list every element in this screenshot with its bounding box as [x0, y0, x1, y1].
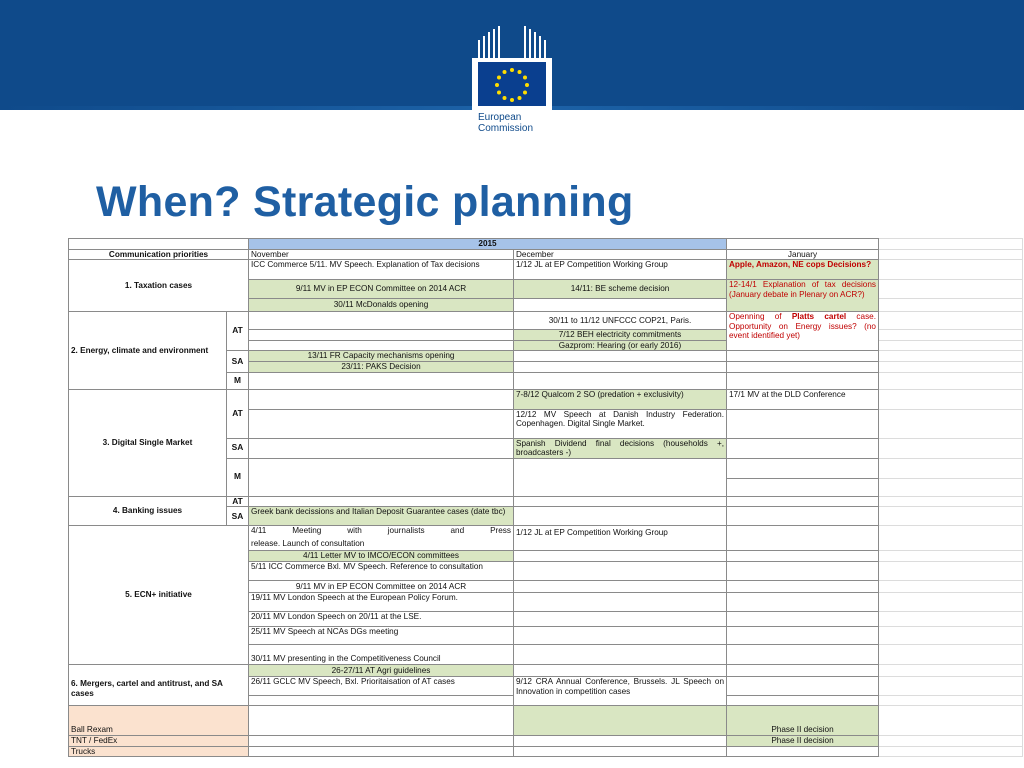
blank-cell — [727, 507, 879, 526]
blank-cell — [727, 478, 879, 496]
planning-table — [68, 238, 1023, 757]
blank-cell — [879, 409, 1023, 438]
blank-cell — [879, 361, 1023, 372]
blank-cell — [727, 746, 879, 757]
blank-cell — [879, 312, 1023, 330]
ecn-nov-5: 19/11 MV London Speech at the European Policy Forum. — [249, 592, 514, 611]
blank-cell — [727, 611, 879, 626]
sub-at: AT — [227, 312, 249, 351]
blank-cell — [249, 330, 514, 341]
blank-cell — [727, 239, 879, 250]
energy-jan-bold: Platts cartel — [791, 312, 847, 322]
blank-cell — [514, 496, 727, 507]
blank-cell — [879, 664, 1023, 676]
energy-sa-2: 23/11: PAKS Decision — [249, 361, 514, 372]
energy-jan-1 — [727, 312, 879, 351]
blank-cell — [514, 299, 727, 312]
blank-cell — [879, 458, 1023, 478]
ecn-nov-4: 9/11 MV in EP ECON Committee on 2014 ACR — [249, 580, 514, 592]
blank-cell — [727, 580, 879, 592]
blank-cell — [514, 551, 727, 562]
blank-cell — [249, 705, 514, 735]
ecn-dec-1: 1/12 JL at EP Competition Working Group — [514, 526, 727, 551]
blank-cell — [514, 664, 727, 676]
blank-cell — [249, 695, 514, 705]
blank-cell — [879, 496, 1023, 507]
blank-cell — [727, 592, 879, 611]
blank-cell — [879, 340, 1023, 351]
tax-jan-2: 12-14/1 Explanation of tax decisions (January debate in Plenary on ACR?) — [727, 280, 879, 312]
blank-cell — [879, 249, 1023, 260]
case-tnt-fedex: TNT / FedEx — [69, 735, 249, 746]
blank-cell — [879, 551, 1023, 562]
blank-cell — [249, 746, 514, 757]
sub-at: AT — [227, 389, 249, 438]
energy-dec-1: 30/11 to 11/12 UNFCCC COP21, Paris. — [514, 312, 727, 330]
dsm-dec-2: 12/12 MV Speech at Danish Industry Federation. Copenhagen. Digital Single Market. — [514, 409, 727, 438]
blank-cell — [249, 458, 514, 496]
ecn-nov-7: 25/11 MV Speech at NCAs DGs meeting — [249, 626, 514, 644]
blank-cell — [879, 299, 1023, 312]
blank-cell — [879, 330, 1023, 341]
blank-cell — [727, 438, 879, 458]
blank-cell — [879, 676, 1023, 695]
header-january: January — [727, 249, 879, 260]
header-priorities: Communication priorities — [69, 249, 249, 260]
blank-cell — [727, 496, 879, 507]
page-title: When? Strategic planning — [96, 178, 634, 226]
blank-cell — [727, 626, 879, 644]
priority-mergers: 6. Mergers, cartel and antitrust, and SA cases — [69, 664, 249, 705]
dsm-dec-3: Spanish Dividend final decisions (households +, broadcasters -) — [514, 438, 727, 458]
blank-cell — [727, 664, 879, 676]
blank-cell — [514, 361, 727, 372]
blank-cell — [514, 592, 727, 611]
blank-cell — [727, 551, 879, 562]
header-december: December — [514, 249, 727, 260]
ecn-nov-1b: release. Launch of consultation — [251, 538, 365, 548]
blank-cell — [879, 372, 1023, 389]
sub-sa: SA — [227, 351, 249, 372]
sub-sa: SA — [227, 507, 249, 526]
banking-nov-1: Greek bank decissions and Italian Deposit Guarantee cases (date tbc) — [249, 507, 514, 526]
energy-sa-1: 13/11 FR Capacity mechanisms opening — [249, 351, 514, 362]
sub-sa: SA — [227, 438, 249, 458]
tax-nov-3: 30/11 McDonalds opening — [249, 299, 514, 312]
year-header: 2015 — [249, 239, 727, 250]
blank-cell — [249, 340, 514, 351]
case-tnt-fedex-jan: Phase II decision — [727, 735, 879, 746]
blank-cell — [514, 507, 727, 526]
blank-cell — [727, 526, 879, 551]
tax-nov-1: ICC Commerce 5/11. MV Speech. Explanation of Tax decisions — [249, 260, 514, 280]
blank-cell — [249, 438, 514, 458]
blank-cell — [879, 239, 1023, 250]
blank-cell — [879, 478, 1023, 496]
case-trucks: Trucks — [69, 746, 249, 757]
blank-cell — [514, 735, 727, 746]
blank-cell — [514, 644, 727, 664]
blank-cell — [249, 372, 514, 389]
mergers-nov-1: 26-27/11 AT Agri guidelines — [249, 664, 514, 676]
tax-jan-1: Apple, Amazon, NE cops Decisions? — [727, 260, 879, 280]
blank-cell — [879, 351, 1023, 362]
blank-cell — [249, 312, 514, 330]
blank-cell — [249, 389, 514, 409]
energy-dec-2: 7/12 BEH electricity commitments — [514, 330, 727, 341]
blank-cell — [879, 507, 1023, 526]
ecn-nov-1 — [249, 526, 514, 551]
blank-cell — [514, 611, 727, 626]
blank-cell — [879, 580, 1023, 592]
blank-cell — [249, 496, 514, 507]
logo-label: European Commission — [478, 112, 534, 134]
blank-cell — [879, 746, 1023, 757]
sub-m: M — [227, 372, 249, 389]
priority-ecn: 5. ECN+ initiative — [69, 526, 249, 665]
blank-cell — [514, 458, 727, 496]
energy-jan-post: case. Opportunity on Energy issues? (no event identified yet) — [729, 312, 877, 341]
blank-cell — [879, 280, 1023, 299]
case-ball-rexam: Ball Rexam — [69, 705, 249, 735]
blank-cell — [249, 409, 514, 438]
priority-banking: 4. Banking issues — [69, 496, 227, 526]
blank-cell — [727, 644, 879, 664]
blank-cell — [879, 438, 1023, 458]
blank-cell — [249, 735, 514, 746]
sub-at: AT — [227, 496, 249, 507]
priority-energy: 2. Energy, climate and environment — [69, 312, 227, 389]
blank-cell — [879, 526, 1023, 551]
energy-jan-pre: Openning of — [729, 312, 792, 322]
blank-cell — [514, 626, 727, 644]
blank-cell — [514, 580, 727, 592]
mergers-dec-2: 9/12 CRA Annual Conference, Brussels. JL Speech on Innovation in competition cases — [514, 676, 727, 705]
ecn-nov-8: 30/11 MV presenting in the Competitiveness Council — [249, 644, 514, 664]
blank-cell — [514, 351, 727, 362]
energy-dec-3: Gazprom: Hearing (or early 2016) — [514, 340, 727, 351]
tax-dec-2: 14/11: BE scheme decision — [514, 280, 727, 299]
blank-cell — [879, 735, 1023, 746]
blank-cell — [727, 372, 879, 389]
blank-cell — [879, 592, 1023, 611]
blank-cell — [879, 695, 1023, 705]
tax-dec-1: 1/12 JL at EP Competition Working Group — [514, 260, 727, 280]
blank-cell — [727, 458, 879, 478]
priority-taxation: 1. Taxation cases — [69, 260, 249, 312]
blank-cell — [727, 351, 879, 362]
dsm-jan-1: 17/1 MV at the DLD Conference — [727, 389, 879, 409]
blank-cell — [514, 705, 727, 735]
blank-cell — [879, 644, 1023, 664]
sub-m: M — [227, 458, 249, 496]
tax-nov-2: 9/11 MV in EP ECON Committee on 2014 ACR — [249, 280, 514, 299]
blank-cell — [727, 676, 879, 695]
blank-cell — [727, 561, 879, 580]
ecn-nov-2: 4/11 Letter MV to IMCO/ECON committees — [249, 551, 514, 562]
corner-cell — [69, 239, 249, 250]
case-ball-rexam-jan: Phase II decision — [727, 705, 879, 735]
blank-cell — [514, 372, 727, 389]
blank-cell — [514, 746, 727, 757]
blank-cell — [727, 695, 879, 705]
blank-cell — [879, 611, 1023, 626]
ecn-nov-1a: 4/11 Meeting with journalists and Press — [251, 526, 511, 536]
blank-cell — [727, 361, 879, 372]
mergers-nov-2: 26/11 GCLC MV Speech, Bxl. Prioritaisation of AT cases — [249, 676, 514, 695]
blank-cell — [879, 705, 1023, 735]
ecn-nov-3: 5/11 ICC Commerce Bxl. MV Speech. Reference to consultation — [249, 561, 514, 580]
blank-cell — [879, 260, 1023, 280]
blank-cell — [879, 389, 1023, 409]
blank-cell — [514, 561, 727, 580]
blank-cell — [879, 626, 1023, 644]
blank-cell — [727, 409, 879, 438]
blank-cell — [879, 561, 1023, 580]
priority-dsm: 3. Digital Single Market — [69, 389, 227, 496]
ecn-nov-6: 20/11 MV London Speech on 20/11 at the LSE. — [249, 611, 514, 626]
header-november: November — [249, 249, 514, 260]
dsm-dec-1: 7-8/12 Qualcom 2 SO (predation + exclusivity) — [514, 389, 727, 409]
